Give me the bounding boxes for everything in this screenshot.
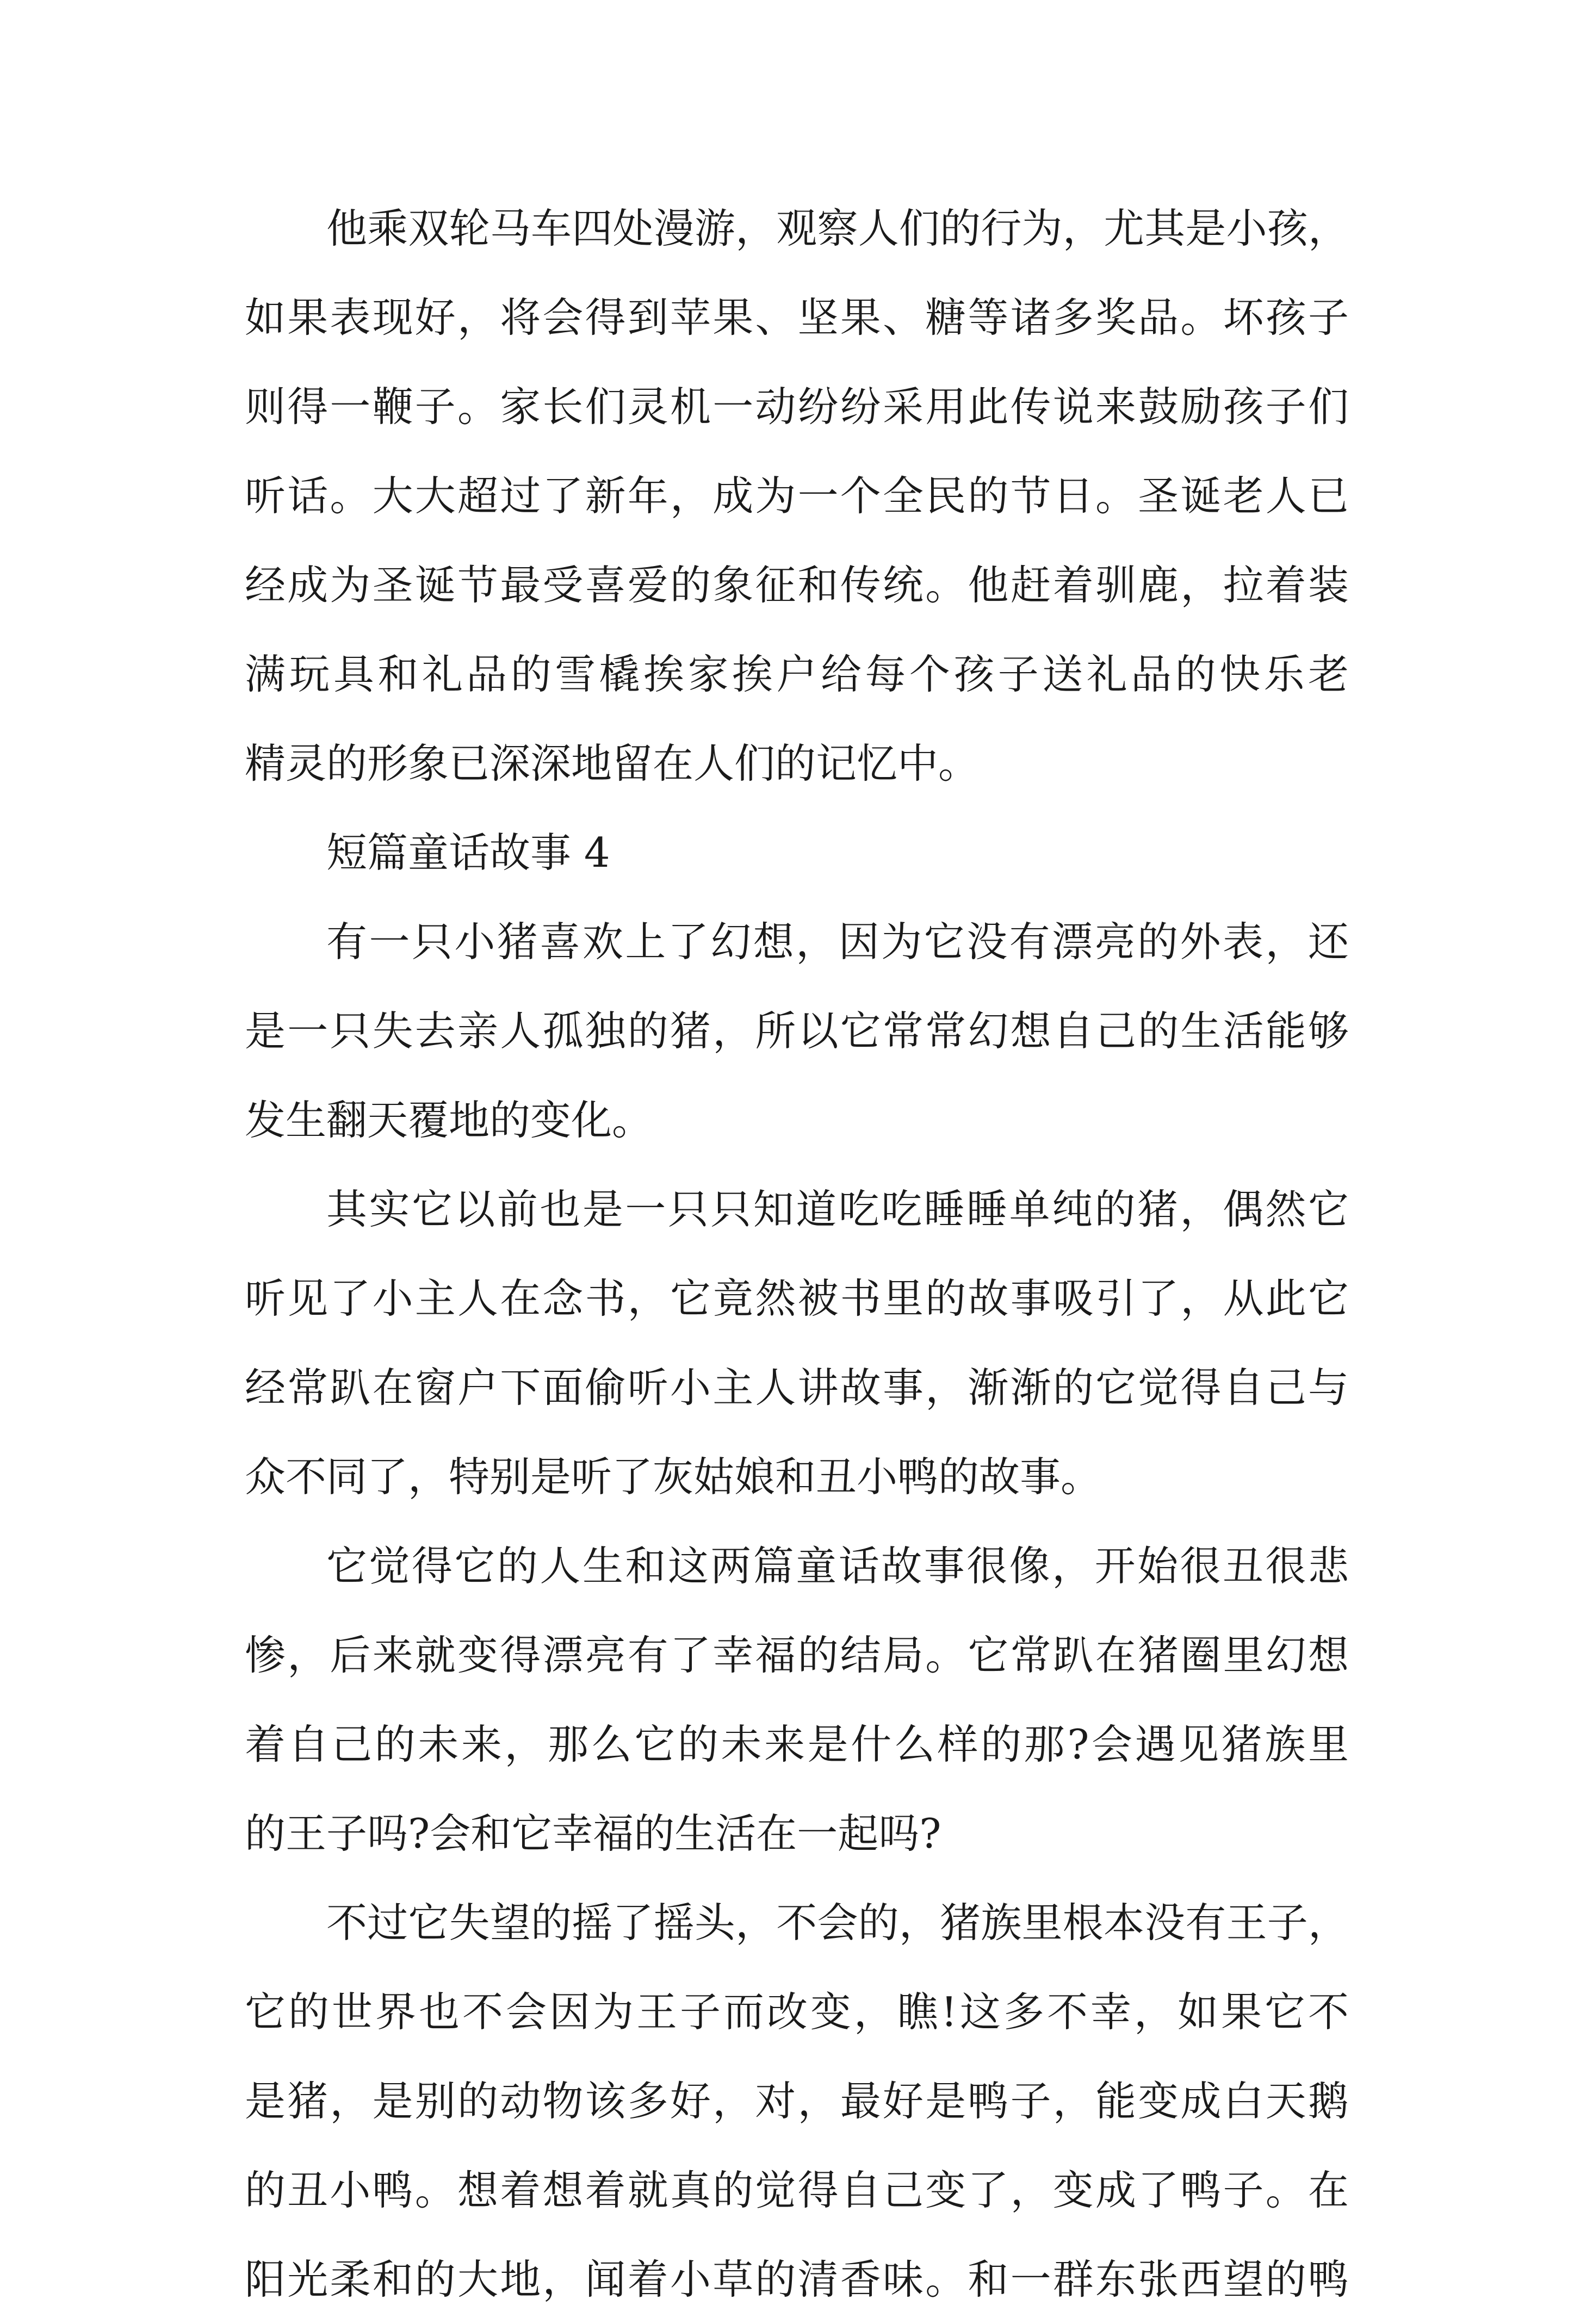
- text-line: 它的世界也不会因为王子而改变，瞧!这多不幸，如果它不: [245, 1988, 1349, 2036]
- text-line: 经常趴在窗户下面偷听小主人讲故事，渐渐的它觉得自己与: [245, 1364, 1349, 1412]
- text-line: 听话。大大超过了新年，成为一个全民的节日。圣诞老人已: [245, 472, 1349, 520]
- text-line: 精灵的形象已深深地留在人们的记忆中。: [245, 740, 980, 787]
- text-line: 其实它以前也是一只只知道吃吃睡睡单纯的猪，偶然它: [326, 1185, 1349, 1233]
- text-line: 则得一鞭子。家长们灵机一动纷纷采用此传说来鼓励孩子们: [245, 383, 1349, 431]
- text-line: 着自己的未来，那么它的未来是什么样的那?会遇见猪族里: [245, 1720, 1349, 1768]
- text-line: 不过它失望的摇了摇头，不会的，猪族里根本没有王子，: [326, 1899, 1349, 1947]
- text-line: 他乘双轮马车四处漫游，观察人们的行为，尤其是小孩，: [326, 204, 1349, 252]
- text-line: 的王子吗?会和它幸福的生活在一起吗?: [245, 1810, 941, 1857]
- text-line: 如果表现好，将会得到苹果、坚果、糖等诸多奖品。坏孩子: [245, 294, 1349, 341]
- section-title: 短篇童话故事 4: [326, 829, 610, 877]
- text-line: 阳光柔和的大地，闻着小草的清香味。和一群东张西望的鸭: [245, 2255, 1349, 2303]
- text-line: 发生翻天覆地的变化。: [245, 1096, 653, 1144]
- text-line: 是一只失去亲人孤独的猪，所以它常常幻想自己的生活能够: [245, 1007, 1349, 1055]
- text-line: 的丑小鸭。想着想着就真的觉得自己变了，变成了鸭子。在: [245, 2166, 1349, 2214]
- text-line: 经成为圣诞节最受喜爱的象征和传统。他赶着驯鹿，拉着装: [245, 561, 1349, 609]
- text-line: 惨，后来就变得漂亮有了幸福的结局。它常趴在猪圈里幻想: [245, 1631, 1349, 1679]
- text-line: 它觉得它的人生和这两篇童话故事很像，开始很丑很悲: [326, 1542, 1349, 1590]
- text-line: 有一只小猪喜欢上了幻想，因为它没有漂亮的外表，还: [326, 918, 1349, 966]
- text-line: 众不同了，特别是听了灰姑娘和丑小鸭的故事。: [245, 1453, 1102, 1501]
- document-page: [245, 184, 1349, 2324]
- text-line: 听见了小主人在念书，它竟然被书里的故事吸引了，从此它: [245, 1275, 1349, 1322]
- text-line: 是猪，是别的动物该多好，对，最好是鸭子，能变成白天鹅: [245, 2077, 1349, 2125]
- text-line: 满玩具和礼品的雪橇挨家挨户给每个孩子送礼品的快乐老: [245, 650, 1349, 698]
